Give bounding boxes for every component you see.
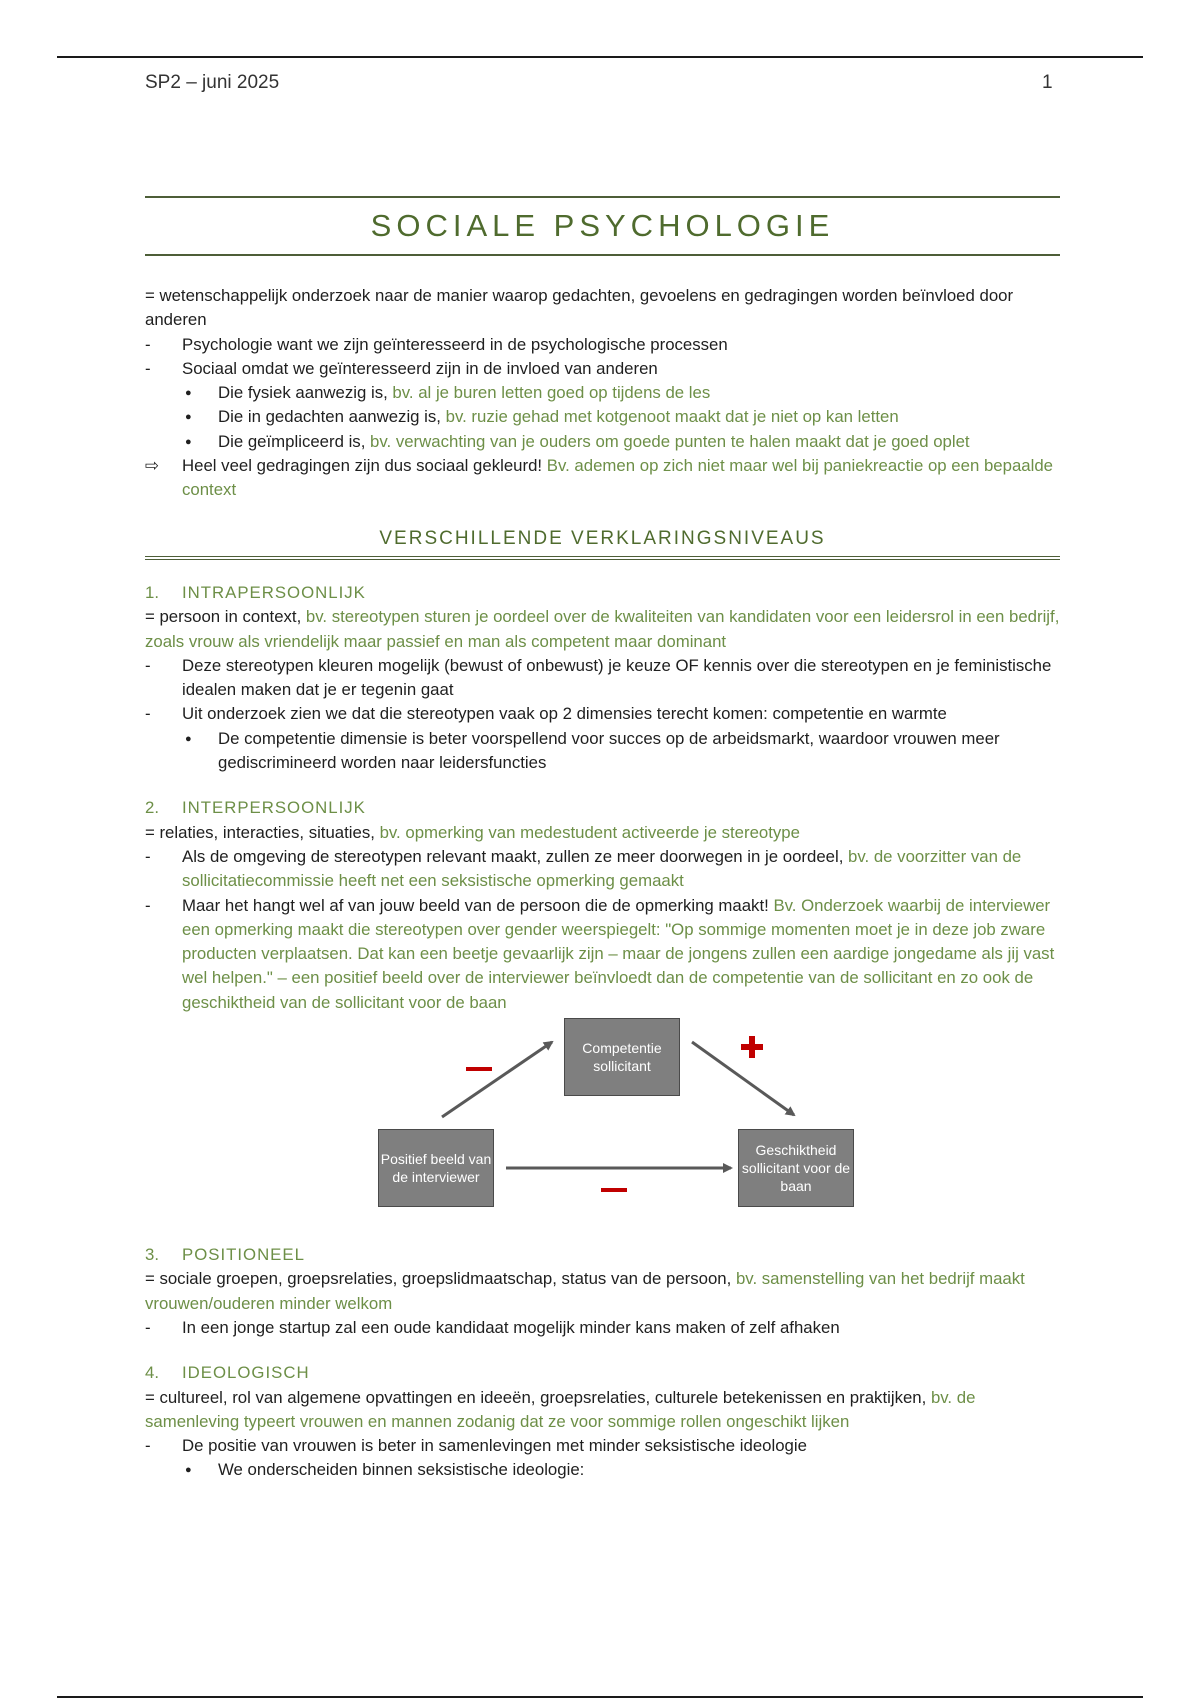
section-title: INTERPERSOONLIJK (182, 798, 366, 818)
title-box (145, 196, 1060, 256)
section-definition (145, 1267, 1060, 1316)
list-item: - Sociaal omdat we geïnteresseerd zijn in de invloed van anderen (145, 357, 1060, 381)
list-item: - In een jonge startup zal een oude kandidaat mogelijk minder kans maken of zelf afhaken (145, 1316, 1060, 1340)
mediation-diagram (145, 1015, 1060, 1233)
arrow-top-to-right (692, 1042, 794, 1115)
intro-definition: = wetenschappelijk onderzoek naar de manier waarop gedachten, gevoelens en gedragingen worden beïnvloed door anderen (145, 286, 1014, 330)
section-heading (145, 796, 1060, 820)
page-number: 1 (1042, 72, 1053, 93)
section-number: 4. (145, 1363, 159, 1383)
example-text: bv. samenstelling van het bedrijf maakt vrouwen/ouderen minder welkom (145, 1269, 1025, 1313)
example-text: bv. opmerking van medestudent activeerde je stereotype (379, 822, 800, 842)
list-item: - De positie van vrouwen is beter in samenlevingen met minder seksistische ideologie (145, 1434, 1060, 1458)
conclusion-text: Heel veel gedragingen zijn dus sociaal gekleurd! (182, 456, 547, 476)
bullet-item (145, 405, 1060, 429)
section-heading (145, 1361, 1060, 1385)
bullet-item (145, 430, 1060, 454)
section-heading (145, 1243, 1060, 1267)
header-rule (57, 56, 1143, 58)
definition-text: = sociale groepen, groepsrelaties, groepslidmaatschap, status van de persoon, (145, 1269, 736, 1289)
example-text: bv. de voorzitter van de sollicitatiecommissie heeft net een seksistische opmerking gemaakt (182, 846, 1022, 891)
header-course-date: SP2 – juni 2025 (145, 72, 280, 93)
section-number: 3. (145, 1245, 159, 1265)
item-text: Als de omgeving de stereotypen relevant maakt, zullen ze meer doorwegen in je oordeel, (182, 846, 849, 866)
bullet-text: Die in gedachten aanwezig is, (218, 407, 446, 427)
section-heading-levels: VERSCHILLENDE VERKLARINGSNIVEAUS (145, 527, 1060, 560)
minus-sign-icon (466, 1067, 492, 1071)
bullet-item: ● De competentie dimensie is beter voorspellend voor succes op de arbeidsmarkt, waardoor vrouwen meer gediscrimineerd worden naar leidersfuncties (145, 727, 1060, 776)
minus-sign-icon (601, 1188, 627, 1192)
section-definition (145, 821, 1060, 845)
section-definition (145, 605, 1060, 654)
list-item (145, 894, 1060, 1015)
footer-rule (57, 1696, 1143, 1698)
definition-text: = cultureel, rol van algemene opvattingen en ideeën, groepsrelaties, culturele betekenissen en praktijken, (145, 1387, 931, 1407)
box-positive-image: Positief beeld van de interviewer (378, 1129, 494, 1207)
item-text: Maar het hangt wel af van jouw beeld van de persoon die de opmerking maakt! (182, 895, 774, 915)
list-item (145, 845, 1060, 894)
bullet-item: ● We onderscheiden binnen seksistische ideologie: (145, 1458, 1060, 1482)
page-content (145, 196, 1060, 1483)
example-text: bv. ruzie gehad met kotgenoot maakt dat je niet op kan letten (445, 407, 899, 427)
list-item: - Uit onderzoek zien we dat die stereotypen vaak op 2 dimensies terecht komen: competentie en warmte (145, 702, 1060, 726)
section-number: 2. (145, 798, 159, 818)
definition-text: = relaties, interacties, situaties, (145, 822, 380, 842)
section-title: INTRAPERSOONLIJK (182, 582, 366, 602)
section-heading (145, 581, 1060, 605)
bullet-text: Die fysiek aanwezig is, (218, 383, 393, 403)
arrow-left-to-top (442, 1042, 552, 1117)
example-text: Bv. ademen op zich niet maar wel bij paniekreactie op een bepaalde context (182, 456, 1054, 500)
example-text: Bv. Onderzoek waarbij de interviewer een opmerking maakt die stereotypen over gender weerspiegelt: "Op sommige momenten moet je in deze job zware producten verplaatsen. Dat kan een beetje gevaarlijk zijn – maar de jongens zullen een aardige jongedame als jij vast wel helpen." – een positief beeld over de interviewer beïnvloedt dan de competentie van de sollicitant en zo ook de geschiktheid van de sollicitant voor de baan (182, 895, 1055, 1012)
box-competence: Competentie sollicitant (564, 1018, 680, 1096)
example-text: bv. al je buren letten goed op tijdens de les (392, 383, 711, 403)
box-suitability: Geschiktheid sollicitant voor de baan (738, 1129, 854, 1207)
arrow-right-icon: ⇨ (145, 456, 160, 476)
section-title: IDEOLOGISCH (182, 1363, 310, 1383)
definition-text: = persoon in context, (145, 607, 306, 627)
bullet-text: Die geïmpliceerd is, (218, 431, 371, 451)
section-number: 1. (145, 582, 159, 602)
list-item: - Psychologie want we zijn geïnteresseerd in de psychologische processen (145, 333, 1060, 357)
list-item: - Deze stereotypen kleuren mogelijk (bewust of onbewust) je keuze OF kennis over die stereotypen en je feministische idealen maken dat je er tegenin gaat (145, 654, 1060, 703)
section-title: POSITIONEEL (182, 1245, 305, 1265)
section-definition (145, 1386, 1060, 1435)
conclusion-item (145, 454, 1060, 503)
example-text: bv. stereotypen sturen je oordeel over de kwaliteiten van kandidaten voor een leidersrol in een bedrijf, zoals vrouw als vriendelijk maar passief en man als competent maar dominant (145, 607, 1060, 651)
page-title: SOCIALE PSYCHOLOGIE (370, 207, 835, 243)
example-text: bv. verwachting van je ouders om goede punten te halen maakt dat je goed oplet (370, 431, 970, 451)
bullet-item (145, 381, 1060, 405)
plus-sign-icon (741, 1036, 763, 1058)
example-text: bv. de samenleving typeert vrouwen en mannen zodanig dat ze voor sommige rollen ongeschikt lijken (145, 1387, 976, 1431)
